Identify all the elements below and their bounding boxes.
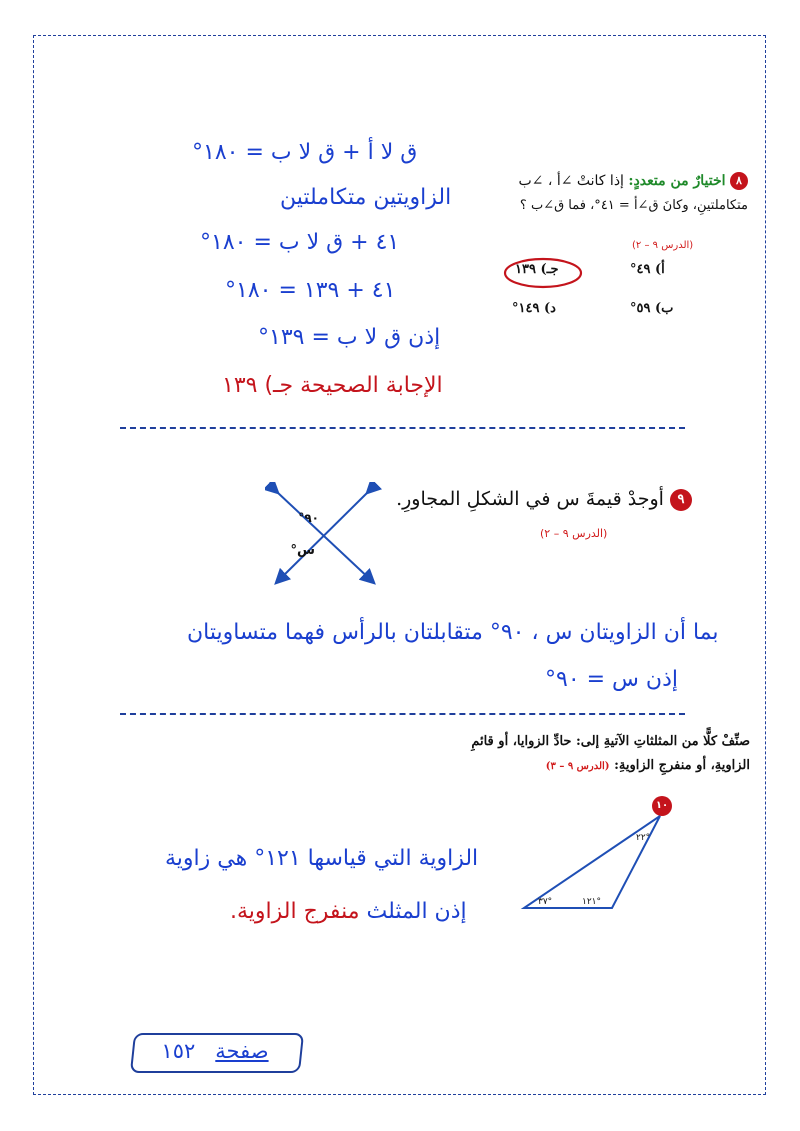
answer-line: الإجابة الصحيحة جـ) ١٣٩	[222, 373, 443, 398]
answer-circle	[500, 255, 590, 291]
problem-8-heading	[519, 172, 749, 190]
solution-9-line-1: بما أن الزاويتان س ، ٩٠° متقابلتان بالرأس فهما متساويتان	[187, 620, 719, 645]
instruction-line-2-text: الزاويةِ، أو منفرجِ الزاويةِ:	[614, 758, 750, 773]
problem-9-text: أوجدْ قيمةَ س في الشكلِ المجاورِ.	[396, 488, 664, 510]
work-line-5: إذن ق لا ب = ١٣٩°	[258, 325, 441, 350]
work-line-1: ق لا أ + ق لا ب = ١٨٠°	[192, 140, 418, 165]
problem-9-lesson: (الدرس ٩ – ٢)	[540, 527, 608, 540]
obtuse-triangle-figure	[518, 808, 668, 913]
angle-x-label: س°	[290, 543, 315, 558]
solution-10-prefix: إذن المثلث	[366, 899, 467, 924]
solution-10-line-1: الزاوية التي قياسها ١٢١° هي زاوية	[165, 846, 479, 871]
problem-10-badge: ١٠	[652, 796, 672, 816]
option-d: د) ١٤٩°	[512, 301, 556, 316]
separator-1	[120, 427, 685, 429]
problem-8-badge: ٨	[730, 172, 748, 190]
angle-90-label: ٩٠°	[298, 511, 319, 525]
problem-8-text-2: متكاملتينِ، وكانَ ق∠أ = ٤١°، فما ق∠ب ؟	[519, 198, 748, 213]
problem-9-badge: ٩	[670, 489, 692, 511]
option-b: ب) ٥٩°	[630, 301, 674, 316]
separator-2	[120, 713, 685, 715]
angle-top-label: ٢٢°	[636, 833, 651, 843]
problem-8-text-1: إذا كانتْ ∠أ ، ∠ب	[518, 173, 624, 189]
work-line-3: ٤١ + ق لا ب = ١٨٠°	[200, 230, 400, 255]
triangle-shape	[524, 816, 660, 908]
instruction-line-2	[546, 758, 750, 773]
intersecting-lines-figure	[265, 482, 385, 592]
page-label-number: ١٥٢	[161, 1039, 196, 1063]
page-label-word: صفحة	[215, 1039, 269, 1063]
problem-8-lesson: (الدرس ٩ – ٢)	[632, 240, 694, 251]
instruction-line-1: صنِّفْ كلًّا من المثلثاتِ الآتيةِ إلى: حادِّ الزوايا، أو قائمِ	[471, 734, 750, 749]
solution-10-answer: منفرج الزاوية.	[230, 899, 360, 924]
angle-bottom-middle-label: ١٢١°	[582, 897, 602, 907]
solution-9-line-2: إذن س = ٩٠°	[545, 667, 678, 692]
solution-10-line-2	[230, 899, 467, 924]
problem-8-title: اختيارٌ من متعددٍ:	[628, 173, 726, 189]
option-c: جـ) ١٣٩	[515, 262, 559, 277]
angle-bottom-left-label: ٣٧°	[538, 897, 553, 907]
instruction-lesson: (الدرس ٩ – ٣)	[545, 761, 610, 772]
page-label	[145, 1039, 285, 1063]
option-a: أ) ٤٩°	[630, 262, 665, 277]
work-line-2: الزاويتين متكاملتين	[280, 185, 452, 210]
problem-9-heading	[396, 488, 692, 511]
work-line-4: ٤١ + ١٣٩ = ١٨٠°	[225, 278, 396, 303]
